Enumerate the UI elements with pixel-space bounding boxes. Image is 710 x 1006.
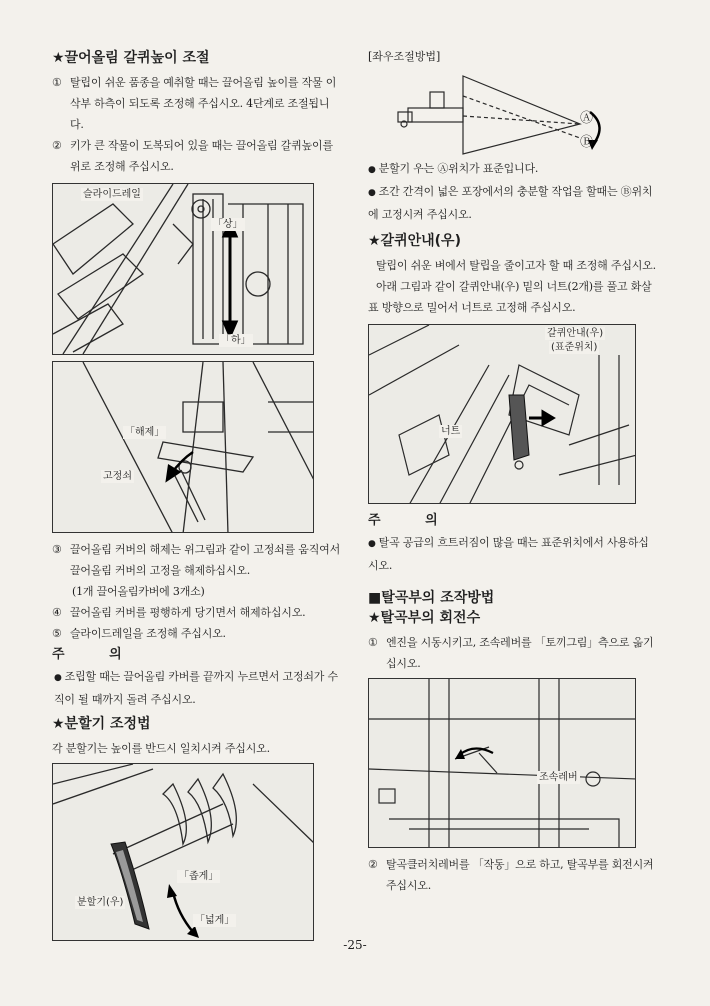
paragraph-text: 탈립이 쉬운 품종을 예취할 때는 끌어올림 높이를 작물 이삭부 하측이 되도록 조정해 주십시오. 4단계로 조절됩니다. [70,76,337,131]
label-slide-rail: 슬라이드레일 [83,189,141,200]
step-5 [52,623,342,644]
step-number: ③ [52,543,62,556]
figure-divider [52,763,314,941]
section-title-threshing: ■탈곡부의 조작방법 [368,590,495,606]
label-standard-position: (표준위치) [551,342,598,353]
label-speed-lever: 조속레버 [539,772,578,783]
paragraph-2 [52,135,342,177]
caution-title: 주 의 [52,647,142,662]
position-a: Ⓐ [580,111,594,126]
caution-text: ● 조립할 때는 끌어올림 카버를 끝까지 누르면서 고정쇠가 수직이 될 때까지 돌려 주십시오. [52,666,342,710]
step-text: 슬라이드레일을 조정해 주십시오. [70,627,226,640]
step-text: 끌어올림 커버를 평행하게 당기면서 해제하십시오. [70,606,306,619]
paragraph-1 [52,72,342,135]
adjust-method-title: [좌우조절방법] [368,50,441,63]
label-release: 「해제」 [125,427,165,438]
figure-reel-guide [368,324,636,504]
bullet-standard-position: ● 분할기 우는 Ⓐ위치가 표준입니다. [368,158,658,181]
step-3 [52,539,342,581]
step-number: ② [52,139,62,152]
rpm-step-2 [368,854,658,896]
speed-lever-drawing [369,679,636,848]
adjust-diagram [368,66,638,158]
position-b: Ⓑ [580,135,594,150]
lock-release-drawing [53,362,314,533]
figure-speed-lever [368,678,636,848]
caution-title-right: 주 의 [368,513,458,528]
slide-rail-drawing [53,184,314,355]
section-title-reel-guide: ★갈퀴안내(우) [368,233,461,249]
figure-slide-rail [52,183,314,355]
step-text: 엔진을 시동시키고, 조속레버를 「토끼그림」측으로 옮기십시오. [386,636,654,670]
paragraph-text: 키가 큰 작물이 도복되어 있을 때는 끌어올림 갈퀴높이를 위로 조정해 주십시오. [70,139,333,173]
step-number: ① [52,76,62,89]
label-narrow: 「좁게」 [179,871,219,882]
label-lock: 고정쇠 [103,471,132,482]
divider-drawing [53,764,314,941]
page-number: -25- [343,938,367,952]
step-number: ① [368,636,378,649]
section-title-reel-height: ★끌어올림 갈퀴높이 조절 [52,50,210,66]
divider-paragraph: 각 분할기는 높이를 반드시 일치시켜 주십시오. [52,742,270,755]
step-number: ⑤ [52,627,62,640]
step-3-sub: (1개 끌어올림카버에 3개소) [72,585,205,598]
step-number: ④ [52,606,62,619]
label-divider: 분할기(우) [77,897,124,908]
figure-lock-release [52,361,314,533]
step-number: ② [368,858,378,871]
step-text: 탈곡클러치레버를 「작동」으로 하고, 탈곡부를 회전시켜 주십시오. [386,858,654,892]
section-title-rpm: ★탈곡부의 회전수 [368,610,481,626]
bullet-wide-row: ● 조간 간격이 넓은 포장에서의 충분할 작업을 할때는 Ⓑ위치에 고정시켜 주십시오. [368,181,658,225]
right-column [368,48,658,896]
label-wide: 「넓게」 [195,915,235,926]
reel-guide-paragraph-2: 아래 그림과 같이 갈퀴안내(우) 밑의 너트(2개)를 풀고 화살표 방향으로 밀어서 너트로 고정해 주십시오. [368,280,652,314]
step-text: 끌어올림 커버의 해제는 위그림과 같이 고정쇠를 움직여서 끌어올림 커버의 고정을 해제하십시오. [70,543,341,577]
label-up: 「상」 [213,219,243,230]
step-4 [52,602,342,623]
figure-left-right-adjust [368,66,638,158]
label-down: 「하」 [221,335,251,346]
label-reel-guide: 갈퀴안내(우) [547,328,604,339]
rpm-step-1 [368,632,658,674]
section-title-divider: ★분할기 조정법 [52,716,151,732]
left-column [52,48,342,947]
caution-text-right: ● 탈곡 공급의 흐트러짐이 많을 때는 표준위치에서 사용하십시오. [368,532,658,576]
label-nut: 너트 [441,426,461,437]
reel-guide-paragraph-1: 탈립이 쉬운 벼에서 탈립을 줄이고자 할 때 조정해 주십시오. [376,259,656,272]
